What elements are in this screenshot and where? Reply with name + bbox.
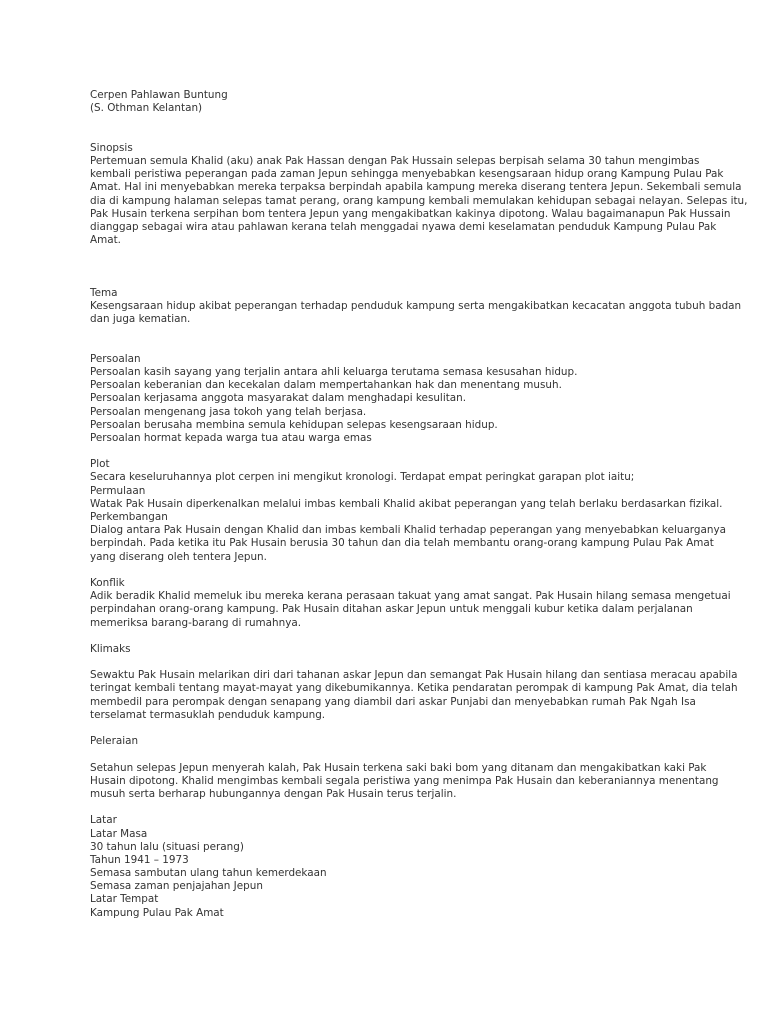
- document-body: [90, 89, 748, 920]
- section-konflik: [90, 576, 731, 630]
- paragraph-line: musuh serta berharap hubungannya dengan Pak Husain terus terjalin.: [90, 787, 457, 800]
- section-heading: Plot: [90, 458, 110, 471]
- section-plot: [90, 458, 726, 564]
- section-heading: Latar: [90, 814, 117, 827]
- paragraph-line: Pak Husain terkena serpihan bom tentera Jepun yang mengakibatkan kakinya dipotong. Walau bagaimanapun Pak Hussain: [90, 207, 731, 220]
- paragraph-line: dianggap sebagai wira atau pahlawan kerana telah menggadai nyawa demi keselamatan penduduk Kampung Pulau Pak: [90, 220, 717, 233]
- paragraph-line: Husain dipotong. Khalid mengimbas kembali segala peristiwa yang menimpa Pak Husain dan keberaniannya menentang: [90, 774, 719, 787]
- paragraph-line: Watak Pak Husain diperkenalkan melalui imbas kembali Khalid akibat peperangan yang telah berlaku berdasarkan fizikal.: [90, 497, 723, 510]
- paragraph-line: Amat.: [90, 234, 121, 247]
- paragraph-line: perpindahan orang-orang kampung. Pak Husain ditahan askar Jepun untuk menggali kubur ketika dalam perjalanan: [90, 603, 693, 616]
- section-heading: Klimaks: [90, 642, 131, 655]
- paragraph-line: memeriksa barang-barang di rumahnya.: [90, 616, 302, 629]
- paragraph-line: Pertemuan semula Khalid (aku) anak Pak Hassan dengan Pak Hussain selepas berpisah selama 30 tahun mengimbas: [90, 154, 700, 167]
- paragraph-line: Adik beradik Khalid memeluk ibu mereka kerana perasaan takuat yang amat sangat. Pak Husain hilang semasa mengetuai: [90, 590, 731, 603]
- section-klimaks: [90, 642, 738, 722]
- paragraph-line: dan juga kematian.: [90, 313, 191, 326]
- paragraph-line: Amat. Hal ini menyebabkan mereka terpaksa berpindah apabila kampung mereka diserang tentera Jepun. Sekembali semula: [90, 181, 742, 194]
- list-item: Persoalan hormat kepada warga tua atau warga emas: [90, 431, 372, 444]
- list-item: Persoalan kasih sayang yang terjalin antara ahli keluarga terutama semasa kesusahan hidup.: [90, 365, 578, 378]
- paragraph-line: terselamat termasuklah penduduk kampung.: [90, 708, 326, 721]
- section-tema: [90, 286, 742, 327]
- section-peleraian: [90, 735, 719, 801]
- list-item: Kampung Pulau Pak Amat: [90, 906, 224, 919]
- paragraph-line: kembali peristiwa peperangan pada zaman Jepun sehingga menyebabkan kesengsaraan hidup orang Kampung Pulau Pak: [90, 168, 724, 181]
- list-item: Persoalan mengenang jasa tokoh yang telah berjasa.: [90, 405, 367, 418]
- list-item: Persoalan keberanian dan kecekalan dalam mempertahankan hak dan menentang musuh.: [90, 379, 562, 392]
- paragraph-line: Setahun selepas Jepun menyerah kalah, Pak Husain terkena saki baki bom yang ditanam dan mengakibatkan kaki Pak: [90, 761, 707, 774]
- list-item: Semasa sambutan ulang tahun kemerdekaan: [90, 867, 327, 880]
- subsection-heading: Latar Tempat: [90, 893, 159, 906]
- section-persoalan: [90, 353, 680, 445]
- section-heading: Konflik: [90, 576, 125, 589]
- list-item: Tahun 1941 – 1973: [90, 853, 189, 866]
- list-item: Persoalan berusaha membina semula kehidupan selepas kesengsaraan hidup.: [90, 418, 498, 431]
- section-sinopsis: [90, 141, 748, 248]
- paragraph-line: dia di kampung halaman selepas tamat perang, orang kampung kembali memulakan kehidupan sebagai nelayan. Selepas itu,: [90, 194, 748, 207]
- section-latar: [90, 814, 680, 920]
- paragraph-line: Dialog antara Pak Husain dengan Khalid dan imbas kembali Khalid terhadap peperangan yang menyebabkan keluarganya: [90, 524, 726, 537]
- paragraph-line: Kesengsaraan hidup akibat peperangan terhadap penduduk kampung serta mengakibatkan kecacatan anggota tubuh badan: [90, 300, 742, 312]
- subsection-heading: Latar Masa: [90, 827, 148, 840]
- paragraph-line: yang diserang oleh tentera Jepun.: [90, 550, 267, 563]
- subsection-heading: Permulaan: [90, 484, 146, 497]
- document-author: (S. Othman Kelantan): [90, 102, 203, 115]
- section-heading: Persoalan: [90, 352, 141, 365]
- paragraph-line: Secara keseluruhannya plot cerpen ini mengikut kronologi. Terdapat empat peringkat garapan plot iaitu;: [90, 471, 635, 484]
- section-heading: Tema: [90, 286, 118, 299]
- section-heading: Peleraian: [90, 735, 139, 748]
- section-heading: Sinopsis: [90, 141, 133, 154]
- paragraph-line: berpindah. Pada ketika itu Pak Husain berusia 30 tahun dan dia telah membantu orang-orang kampung Pulau Pak Amat: [90, 537, 714, 550]
- paragraph-line: Sewaktu Pak Husain melarikan diri dari tahanan askar Jepun dan semangat Pak Husain hilang dan sentiasa meracau apabila: [90, 669, 738, 682]
- paragraph-line: membedil para perompak dengan senapang yang diambil dari askar Punjabi dan menyebabkan rumah Pak Ngah Isa: [90, 695, 696, 708]
- paragraph-line: teringat kembali tentang mayat-mayat yang dikebumikannya. Ketika pendaratan perompak di kampung Pak Amat, dia telah: [90, 682, 738, 695]
- list-item: Persoalan kerjasama anggota masyarakat dalam menghadapi kesulitan.: [90, 392, 467, 405]
- list-item: 30 tahun lalu (situasi perang): [90, 840, 244, 853]
- list-item: Semasa zaman penjajahan Jepun: [90, 880, 263, 893]
- subsection-heading: Perkembangan: [90, 511, 168, 523]
- document-title: Cerpen Pahlawan Buntung: [90, 89, 228, 101]
